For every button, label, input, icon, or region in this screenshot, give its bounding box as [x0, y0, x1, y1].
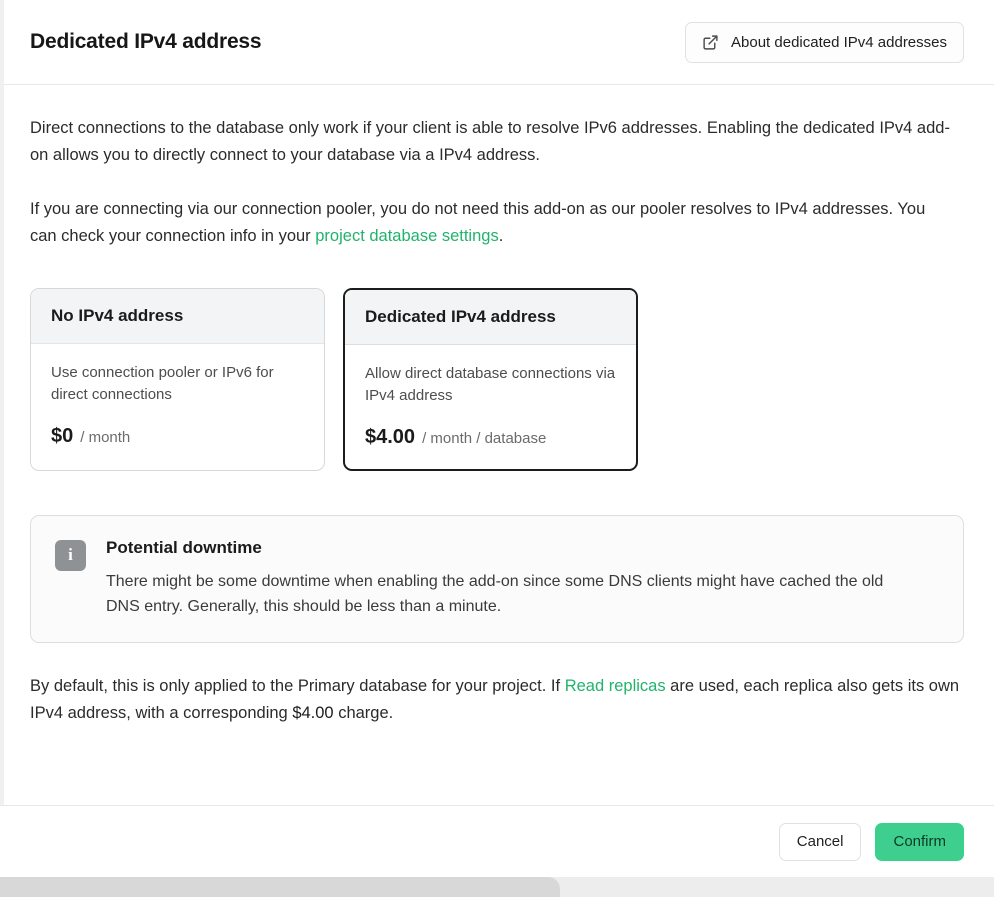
browser-chrome-strip	[0, 877, 560, 897]
pooler-paragraph	[30, 196, 950, 249]
option-price-unit-no-ipv4: / month	[80, 428, 131, 446]
option-description-dedicated-ipv4: Allow direct database connections via IPv4 address	[365, 364, 616, 405]
option-price-no-ipv4	[51, 425, 304, 448]
dialog-footer	[0, 805, 994, 877]
option-body-no-ipv4	[31, 344, 324, 468]
page-title: Dedicated IPv4 address	[30, 30, 262, 53]
confirm-button[interactable]: Confirm	[875, 823, 964, 861]
option-price-dedicated-ipv4	[365, 426, 616, 449]
replica-footnote	[30, 673, 960, 726]
option-price-amount-dedicated-ipv4: $4.00	[365, 425, 416, 448]
footnote-amount: $4.00	[292, 703, 334, 722]
info-icon: i	[55, 540, 86, 571]
about-dedicated-ipv4-button[interactable]	[685, 22, 964, 63]
option-title-no-ipv4: No IPv4 address	[31, 289, 324, 344]
footnote-text-before: By default, this is only applied to the Primary database for your project. If	[30, 677, 565, 696]
dialog-body	[0, 85, 994, 727]
alert-content	[106, 538, 916, 620]
left-rail	[0, 0, 4, 877]
option-card-dedicated-ipv4[interactable]	[343, 288, 638, 471]
option-price-unit-dedicated-ipv4: / month / database	[422, 429, 547, 447]
option-body-dedicated-ipv4	[345, 345, 636, 469]
cancel-button[interactable]: Cancel	[779, 823, 862, 861]
pooler-paragraph-text-before: If you are connecting via our connection pooler, you do not need this add-on as our pooler resolves to IPv4 addresses. You can check your connection info in your	[30, 200, 926, 246]
dialog-header	[0, 0, 994, 85]
alert-text: There might be some downtime when enabling the add-on since some DNS clients might have cached the old DNS entry. Generally, this should be less than a minute.	[106, 572, 884, 616]
option-card-no-ipv4[interactable]	[30, 288, 325, 471]
page-bottom-edge	[0, 877, 994, 897]
footnote-text-middle: are used, each replica also gets its own IPv4 address, with a corresponding	[30, 677, 960, 722]
intro-paragraph: Direct connections to the database only work if your client is able to resolve IPv6 addresses. Enabling the dedicated IPv4 add-on allows you to directly connect to your database via a IPv4 address.	[30, 119, 950, 164]
about-button-label: About dedicated IPv4 addresses	[731, 33, 947, 51]
pooler-paragraph-text-after: .	[498, 227, 504, 246]
footnote-text-after: charge.	[333, 703, 394, 722]
project-database-settings-link[interactable]: project database settings	[315, 227, 499, 246]
option-price-amount-no-ipv4: $0	[51, 424, 74, 447]
ipv4-options	[30, 288, 964, 471]
potential-downtime-alert	[30, 515, 964, 643]
alert-title: Potential downtime	[106, 537, 262, 557]
option-title-dedicated-ipv4: Dedicated IPv4 address	[345, 290, 636, 345]
external-link-icon	[702, 34, 719, 51]
read-replicas-link[interactable]: Read replicas	[564, 677, 666, 696]
option-description-no-ipv4: Use connection pooler or IPv6 for direct connections	[51, 363, 274, 404]
